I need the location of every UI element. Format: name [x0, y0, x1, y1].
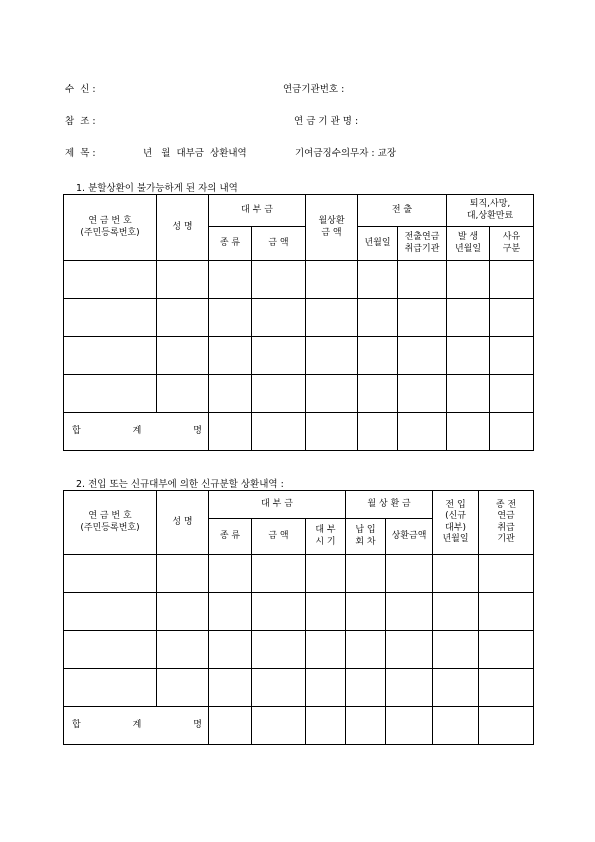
t2-monthly-header: 월 상 환 금 — [346, 491, 433, 519]
t1-transfer-date-header: 년월일 — [358, 227, 398, 261]
t2-total-row — [64, 707, 534, 745]
t2-transfer-in-header: 전 입 (신규 대부) 년월일 — [433, 491, 479, 555]
table-row — [64, 261, 534, 299]
t1-retire-header: 퇴직,사망, 대,상환만료 — [447, 195, 534, 227]
table2-title: 2. 전입 또는 신규대부에 의한 신규분할 상환내역 : — [76, 479, 284, 490]
table-row — [64, 375, 534, 413]
recipient-label: 수 신 : — [65, 84, 96, 95]
table-row — [64, 593, 534, 631]
t2-previous-agency-header: 종 전 연금 취급 기관 — [479, 491, 534, 555]
reference-label: 참 조 : — [65, 116, 96, 127]
t1-transfer-agency-header: 전출연금 취급기관 — [398, 227, 447, 261]
table-row — [64, 337, 534, 375]
t1-occur-date-header: 발 생 년월일 — [447, 227, 490, 261]
table1 — [63, 194, 534, 451]
t2-loan-start-header: 대 부 시 기 — [306, 519, 346, 555]
t1-pension-number-header: 연 금 번 호 (주민등록번호) — [64, 195, 157, 261]
table-row — [64, 669, 534, 707]
t1-name-header: 성 명 — [157, 195, 209, 261]
t1-loan-header: 대 부 금 — [209, 195, 306, 227]
t1-reason-header: 사유 구분 — [490, 227, 534, 261]
table-row — [64, 631, 534, 669]
t2-paid-count-header: 납 입 회 차 — [346, 519, 386, 555]
table-row — [64, 555, 534, 593]
t2-total-label: 합 계 명 — [64, 707, 209, 745]
t2-loan-header: 대 부 금 — [209, 491, 346, 519]
agency-number-label: 연금기관번호 : — [283, 84, 345, 95]
t1-transfer-header: 전 출 — [358, 195, 447, 227]
t1-type-header: 종 류 — [209, 227, 252, 261]
table-row — [64, 299, 534, 337]
t2-name-header: 성 명 — [157, 491, 209, 555]
t2-repay-amount-header: 상환금액 — [386, 519, 433, 555]
table2 — [63, 490, 534, 745]
payer-label: 기여금징수의무자 : 교장 — [295, 148, 397, 159]
t1-total-row — [64, 413, 534, 451]
t2-pension-number-header: 연 금 번 호 (주민등록번호) — [64, 491, 157, 555]
t1-monthly-header: 월상환 금 액 — [306, 195, 358, 261]
table1-title: 1. 분할상환이 불가능하게 된 자의 내역 — [76, 183, 238, 194]
agency-name-label: 연 금 기 관 명 : — [294, 116, 359, 127]
subject-text: 년 월 대부금 상환내역 — [143, 148, 247, 159]
t2-amount-header: 금 액 — [252, 519, 306, 555]
t2-type-header: 종 류 — [209, 519, 252, 555]
t1-amount-header: 금 액 — [252, 227, 306, 261]
t1-total-label: 합 계 명 — [64, 413, 209, 451]
subject-label: 제 목 : — [65, 148, 96, 159]
